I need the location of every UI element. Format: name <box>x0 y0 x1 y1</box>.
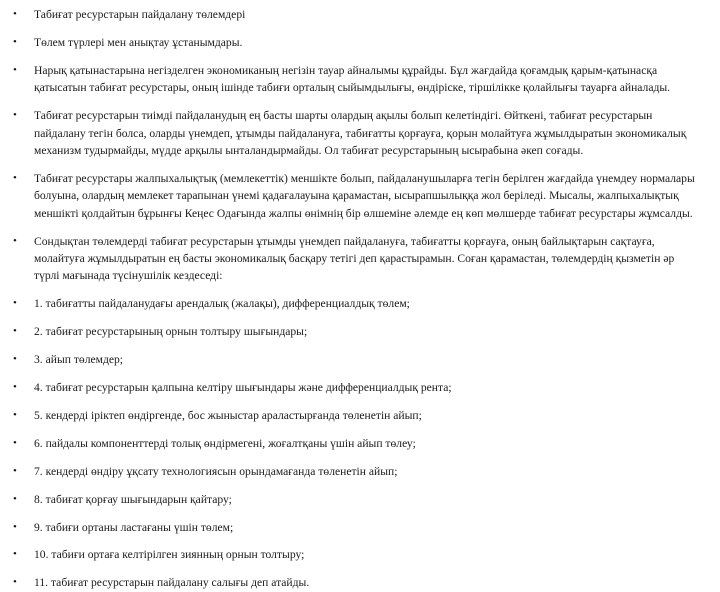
bullet-text: Сондықтан төлемдерді табиғат ресурстарын ұтымды үнемдеп пайдалануға, табиғатты қорғауға, оның байлықтарын сақтауға, молайтуға жұмылдыратын ең басты экономикалық басқару тетігі деп қарастырамын. Соған қарамастан, төлемдердің қызметін әр түрлі мағынада түсінушілік кездеседі: <box>34 234 675 283</box>
bullet-item <box>12 379 700 396</box>
bullet-marker: • <box>13 464 17 477</box>
bullet-item <box>12 295 700 312</box>
bullet-text: 1. табиғатты пайдаланудағы арендалық (жалақы), дифференциалдық төлем; <box>34 297 410 311</box>
bullet-text: 3. айып төлемдер; <box>34 353 124 367</box>
bullet-marker: • <box>13 408 17 421</box>
bullet-text: 9. табиғи ортаны ластағаны үшін төлем; <box>34 520 234 534</box>
bullet-item <box>12 351 700 368</box>
bullet-marker: • <box>13 353 17 366</box>
bullet-text: 8. табиғат қорғау шығындарын қайтару; <box>34 492 232 506</box>
bullet-text: Табиғат ресурстарын пайдалану төлемдері <box>34 8 246 21</box>
bullet-marker: • <box>13 381 17 393</box>
bullet-item <box>12 233 700 285</box>
bullet-text: Төлем түрлері мен анықтау ұстанымдары. <box>34 35 243 49</box>
bullet-marker: • <box>13 436 17 449</box>
bullet-item <box>12 107 700 159</box>
bullet-list <box>12 6 700 592</box>
bullet-item <box>12 463 700 480</box>
bullet-marker: • <box>13 548 17 561</box>
bullet-text: 4. табиғат ресурстарын қалпына келтіру шығындары және дифференциалдық рента; <box>34 381 452 394</box>
bullet-item <box>12 407 700 424</box>
bullet-item <box>12 519 700 536</box>
bullet-marker: • <box>13 234 17 247</box>
bullet-marker: • <box>13 35 17 48</box>
bullet-marker: • <box>13 325 17 338</box>
bullet-text: 5. кендерді іріктеп өндіргенде, бос жыныстар араластырғанда төленетін айып; <box>34 408 422 422</box>
bullet-item <box>12 6 700 23</box>
bullet-marker: • <box>13 576 17 589</box>
bullet-marker: • <box>13 8 17 20</box>
bullet-item <box>12 323 700 340</box>
bullet-marker: • <box>13 63 17 76</box>
bullet-item <box>12 574 700 591</box>
bullet-item <box>12 546 700 563</box>
bullet-text: 6. пайдалы компоненттерді толық өндірмегені, жоғалтқаны үшін айып төлеу; <box>34 436 416 450</box>
bullet-text: 7. кендерді өндіру ұқсату технологиясын орындамағанда төленетін айып; <box>34 464 398 478</box>
bullet-item <box>12 435 700 452</box>
bullet-marker: • <box>13 297 17 310</box>
bullet-item <box>12 491 700 508</box>
bullet-marker: • <box>13 492 17 505</box>
bullet-marker: • <box>13 171 17 184</box>
bullet-marker: • <box>13 520 17 533</box>
bullet-text: Нарық қатынастарына негізделген экономиканың негізін тауар айналымы құрайды. Бұл жағдайда қоғамдық қарым-қатынасқа қатысатын табиғат ресурстары, оның ішінде табиғи орталың сыйымдылығы, өндіріске, тіршілікке қолайлығы тауарға айналады. <box>34 63 671 95</box>
bullet-text: 2. табиғат ресурстарының орнын толтыру шығындары; <box>34 325 308 339</box>
bullet-item <box>12 34 700 51</box>
bullet-text: Табиғат ресурстарын тиімді пайдаланудың ең басты шарты олардың ақылы болып келетіндігі. Өйткені, табиғат ресурстарын пайдалану тегін болса, оларды үнемдеп, ұтымды пайдалануға, табиғатты қорғауға, қорын молайтуға жұмылдыратын экономикалық механизм тудырмайды, мүдде арқылы ынталандырмайды. Ол табиғат ресурстарының ысырабына әкеп соғады. <box>34 109 687 157</box>
bullet-marker: • <box>13 109 17 122</box>
bullet-text: Табиғат ресурстары жалпыхалықтық (мемлекеттік) меншікте болып, пайдаланушыларға тегін берілген жағдайда үнемдеу нормалары болуына, олардың мемлекет тарапынан үнемі қадағалауына қарамастан, ысырапшылыққа жол беріледі. Мысалы, жалпыхалықтық меншікті қолдайтын бұрынғы Кеңес Одағында жалпы өнімнің бір өлшеміне әлемде ең көп мөлшерде табиғат ресурстары жұмсалды. <box>34 171 695 220</box>
bullet-item <box>12 170 700 222</box>
bullet-item <box>12 62 700 97</box>
bullet-text: 11. табиғат ресурстарын пайдалану салығы деп атайды. <box>34 576 310 590</box>
bullet-text: 10. табиғи ортаға келтірілген зиянның орнын толтыру; <box>34 548 305 562</box>
